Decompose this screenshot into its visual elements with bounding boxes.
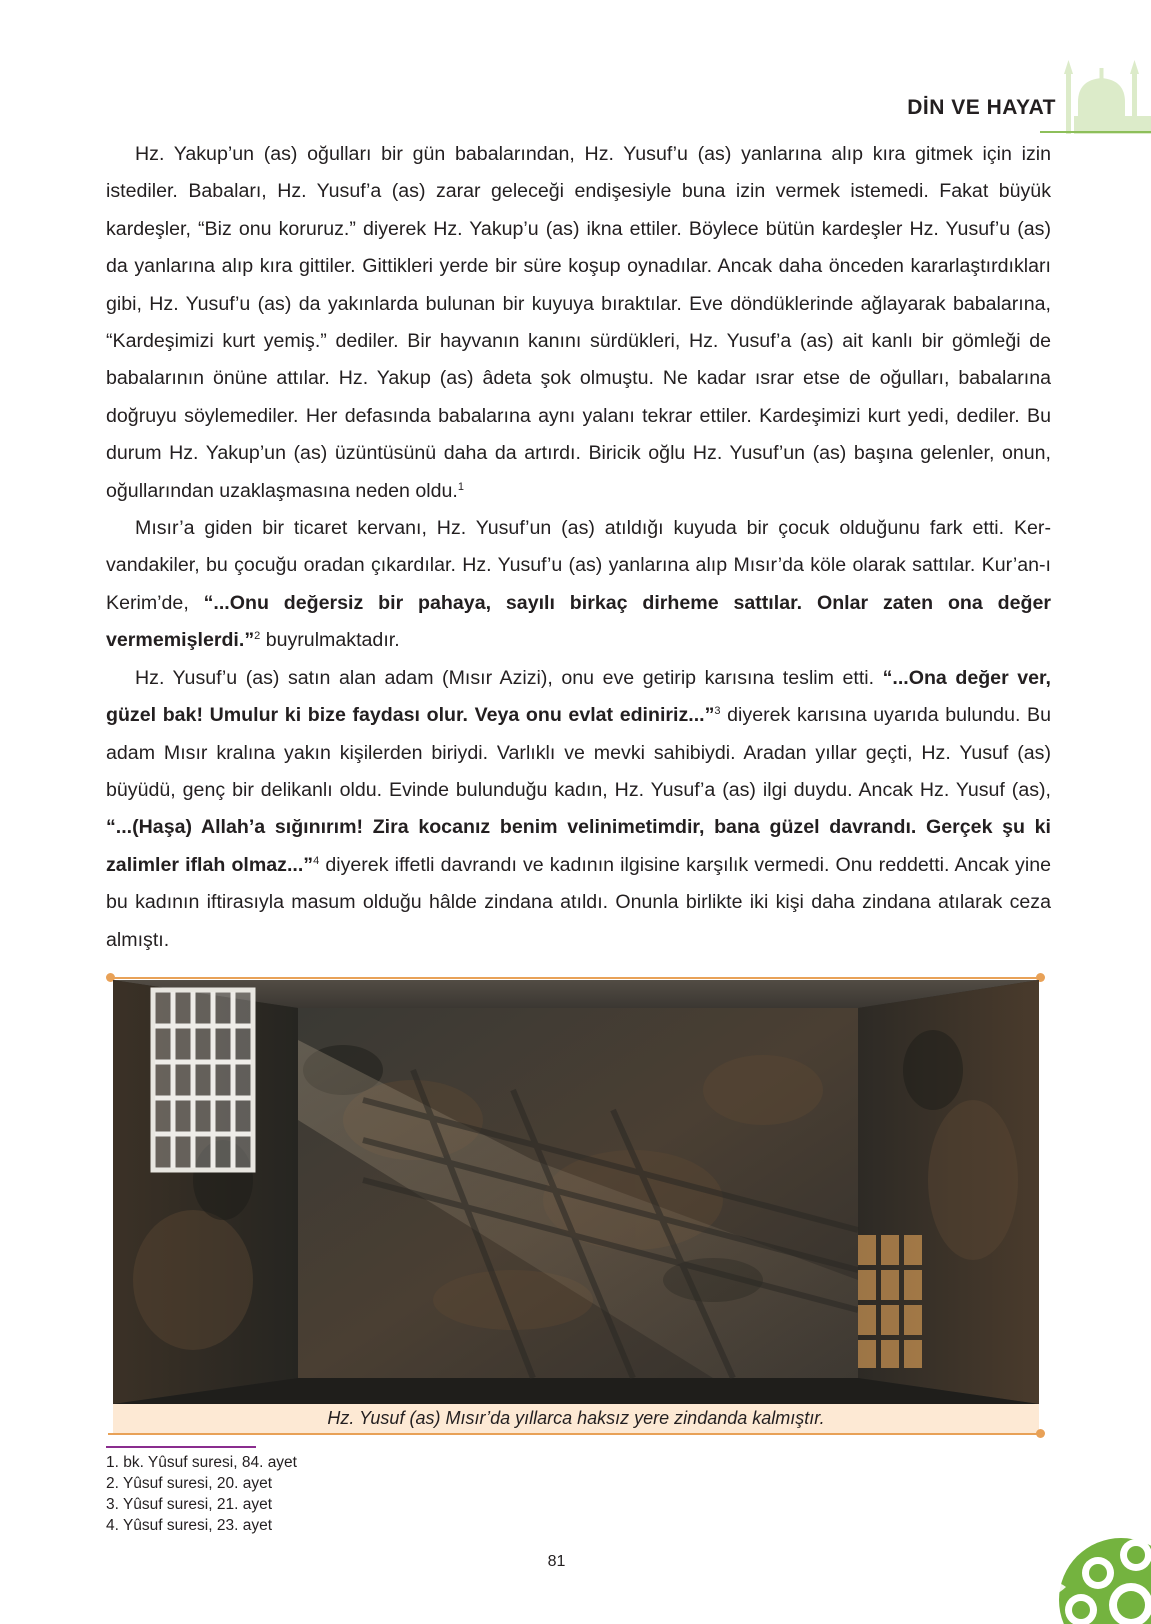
footnote-ref: 2: [254, 630, 261, 643]
text-run: diyerek karısına uyarıda bulundu. Bu adam Mısır kralına yakın kişilerden biriydi. Varlıklı ve mevki sahibiydi. Aradan yıllar geçti, Hz. Yusuf (as) büyüdü, genç bir delikanlı oldu. Evinde bulunduğu kadın, Hz. Yusuf’a (as) ilgi duydu. Ancak Hz. Yusuf (as),: [106, 704, 1051, 801]
mosque-icon: [1060, 58, 1151, 134]
footnote-rule: [106, 1446, 256, 1448]
prison-cell-image: [113, 980, 1039, 1404]
figure: [106, 974, 1045, 1436]
page-number: 81: [547, 1553, 566, 1570]
header-rule: [1040, 131, 1151, 133]
figure-caption: Hz. Yusuf (as) Mısır’da yıllarca haksız yere zindanda kalmıştır.: [113, 1404, 1039, 1433]
paragraph: [106, 136, 1051, 510]
footnote-ref: 4: [313, 854, 320, 867]
text-run: diyerek iffetli davrandı ve kadının ilgisine karşılık vermedi. Onu reddetti. Ancak yine bu kadının iftirasıyla masum olduğu hâlde zindana atıldı. Onunla birlikte iki kişi daha zindana atılarak ceza almıştı.: [106, 853, 1051, 951]
figure-rule-bottom: [108, 1433, 1044, 1435]
quote-text: “...Onu değersiz bir pahaya, sayılı birkaç dirheme sattılar. Onlar zaten ona değer vermemişlerdi.”: [106, 591, 1051, 652]
prison-cell-illustration: [113, 980, 1039, 1404]
paragraph: [106, 660, 1051, 959]
figure-rule-top: [108, 977, 1044, 979]
footnote-ref: 3: [714, 705, 721, 718]
footnote-item: 2. Yûsuf suresi, 20. ayet: [106, 1475, 273, 1492]
footnote-item: 3. Yûsuf suresi, 21. ayet: [106, 1496, 273, 1513]
footnote-item: 1. bk. Yûsuf suresi, 84. ayet: [106, 1454, 297, 1471]
text-run: buyrulmaktadır.: [260, 629, 400, 652]
text-run: Hz. Yusuf’u (as) satın alan adam (Mısır Azizi), onu eve getirip karısına teslim etti.: [135, 666, 883, 689]
quote-text: “...(Haşa) Allah’a sığınırım! Zira kocanız benim velinimetimdir, bana güzel davrandı. Gerçek şu ki zalimler iflah olmaz...”: [106, 816, 1051, 876]
figure-dot: [1036, 1429, 1045, 1438]
footnote-item: 4. Yûsuf suresi, 23. ayet: [106, 1517, 273, 1534]
section-title: DİN VE HAYAT: [907, 96, 1056, 119]
text-run: Mısır’a giden bir ticaret kervanı, Hz. Yusuf’un (as) atıldığı kuyuda bir çocuk olduğunu fark etti. Kervandakiler, bu çocuğu oradan çıkardılar. Hz. Yusuf’u (as) yanlarına alıp Mısır’da köle olarak sattılar. Kur’an-ı Kerim’de,: [106, 517, 1051, 614]
quote-text: “...Ona değer ver, güzel bak! Umulur ki bize faydası olur. Veya onu evlat ediniriz...”: [106, 666, 1052, 727]
text-run: Hz. Yakup’un (as) oğulları bir gün babalarından, Hz. Yusuf’u (as) yanlarına alıp kıra gitmek için izin istediler. Babaları, Hz. Yusuf’a (as) zarar geleceği endişesiyle buna izin vermek istemedi. Fakat büyük kardeşler, “Biz onu koruruz.” diyerek Hz. Yakup’u (as) ikna ettiler. Böylece bütün kardeşler Hz. Yusuf’u (as) da yanlarına alıp kıra gittiler. Gittikleri yerde bir süre koşup oynadılar. Ancak daha önceden kararlaştırdıkları gibi, Hz. Yusuf’u (as) da yakınlarda bulunan bir kuyuya bıraktılar. Eve döndüklerinde ağlayarak babalarına, “Kardeşimizi kurt yemiş.” dediler. Bir hayvanın kanını sürdükleri, Hz. Yusuf’a (as) ait kanlı bir gömleği de babalarının önüne attılar. Hz. Yakup (as) âdeta şok olmuştu. Ne kadar ısrar etse de oğulları, babalarına doğruyu söylemediler. Her defasında babalarına aynı yalanı tekrar ettiler. Kardeşimizi kurt yedi, dediler. Bu durum Hz. Yakup’un (as) üzüntüsünü daha da artırdı. Biricik oğlu Hz. Yusuf’un (as) başına gelenler, onun, oğullarından uzaklaşmasına neden oldu.: [106, 143, 1051, 502]
article-body: [106, 136, 1051, 959]
flower-icon: [1036, 1505, 1151, 1624]
paragraph: [106, 510, 1051, 660]
footnotes: [106, 1452, 297, 1536]
footnote-ref: 1: [457, 480, 464, 493]
